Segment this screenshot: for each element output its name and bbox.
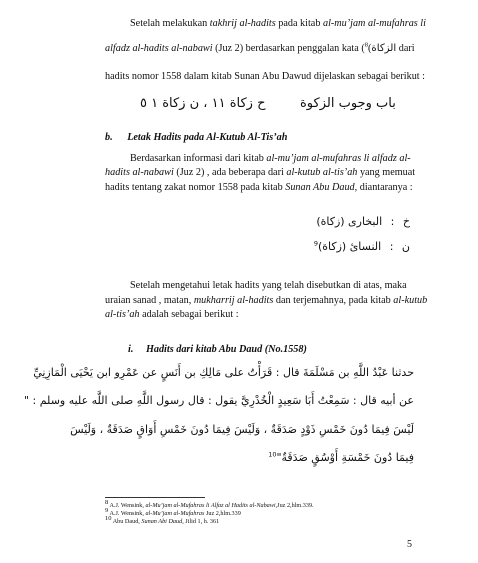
text: (Juz 2) , ada beberapa dari (173, 167, 287, 178)
hadith-line-3: لَيْسَ فِيمَا دُونَ خَمْسِ ذَوْدٍ صَدَقَةٌ ، وَلَيْسَ فِيمَا دُونَ خَمْسِ أَوَاقٍ صَدَقَةٌ ، وَلَيْسَ (70, 423, 414, 436)
text: uraian sanad , matan, (105, 295, 194, 306)
subsection-title: Hadits dari kitab Abu Daud (No.1558) (145, 344, 307, 355)
book-title: al-tis’ah (105, 309, 140, 320)
footnote-ref: 10 (268, 450, 277, 459)
source-code: خ (402, 215, 410, 228)
term: al-kutub al-tis’ah (286, 167, 358, 178)
text: Juz 2,hlm.339. (277, 502, 314, 509)
book-title: Sunan Abi Daud, (141, 518, 184, 525)
book-title: Sunan Abu Daud (285, 182, 355, 193)
term: mukharrij al-hadits (193, 295, 274, 306)
para3-line3 (105, 308, 239, 321)
text: ) (367, 43, 372, 54)
book-title: al-Mu’jam al-Mufahras li Alfaz al Hadits al-Nabawi, (145, 502, 278, 509)
text: Setelah melakukan (130, 18, 210, 29)
footnote-8 (105, 498, 314, 510)
para2-line1 (130, 152, 411, 165)
separator: : (389, 240, 394, 253)
footnote-number: 8 (105, 498, 109, 506)
book-title: hadits al-nabawi (105, 167, 174, 178)
para2-line3 (105, 181, 413, 194)
footnote-10 (105, 514, 220, 526)
text: Jilid 1, h. 361 (183, 518, 220, 525)
text: dan terjemahnya, pada kitab (273, 295, 394, 306)
para3-line1: Setelah mengetahui letak hadits yang telah disebutkan di atas, maka (130, 280, 407, 291)
arabic-ref-bab: باب وجوب الزكوة (300, 96, 396, 111)
section-title: Letak Hadits pada Al-Kutub Al-Tis’ah (127, 132, 288, 143)
section-b-heading (105, 131, 287, 144)
book-title: al-mu’jam al-mufahras li (322, 18, 426, 29)
text: adalah sebagai berikut : (139, 309, 239, 320)
separator: : (390, 215, 395, 228)
footnote-number: 9 (105, 506, 109, 514)
arabic-keyword: الزكاة (371, 43, 397, 54)
footnote-number: 10 (105, 514, 112, 522)
source-name: البخارى (زكاة) (316, 215, 383, 228)
para2-line2 (105, 166, 415, 179)
hadith-text: فِيمَا دُونَ خَمْسَةِ أَوْسُقٍ صَدَقَةٌ" (276, 451, 414, 464)
arabic-ref-codes: ح زكاة ١١ ، ن زكاة ١ ٥ (140, 96, 266, 111)
book-title: al-mu’jam al-mufahras li alfadz al- (266, 153, 411, 164)
text: yang memuat (357, 167, 416, 178)
para1-line1 (130, 17, 426, 30)
section-label: b. (105, 132, 113, 143)
book-title: alfadz al-hadits al-nabawi (105, 43, 213, 54)
hadith-line-4 (98, 451, 414, 464)
footnote-ref: 8 (364, 41, 368, 49)
text: , diantaranya : (354, 182, 413, 193)
source-name: النسائ (زكاة) (317, 240, 382, 253)
para3-line2 (105, 294, 427, 307)
hadith-line-1: حدثنا عَبْدُ اللَّهِ بن مَسْلَمَةَ قال : قَرَأْتُ على مَالِكِ بن أَنَسٍ عن عَمْرِو ابن يَحْيَى الْمَازِنِيِّ (33, 366, 414, 379)
para1-line3: hadits nomor 1558 dalam kitab Sunan Abu Dawud dijelaskan sebagai berikut : (105, 71, 425, 82)
text: dari (396, 43, 415, 54)
source-item-nasai (300, 240, 410, 253)
book-title: al-Mu’jam al-Mufahras (145, 510, 205, 517)
text: A.J. Wensink, (108, 502, 146, 509)
para1-line2 (105, 42, 415, 55)
text: Berdasarkan informasi dari kitab (130, 153, 267, 164)
subsection-label: i. (128, 344, 134, 355)
text: Abu Daud, (111, 518, 142, 525)
hadith-line-2: عن أبيه قال : سَمِعْتُ أَبَا سَعِيدٍ الْخُدْرِيَّ يقول : قال رسول اللَّهِ صلى اللَّه عليه وسلم : " (23, 394, 414, 407)
page-number: 5 (407, 539, 412, 550)
text: A.J. Wensink, (108, 510, 146, 517)
source-item-bukhari (300, 215, 410, 228)
term-takhrij: takhrij al-hadits (209, 18, 276, 29)
footnote-divider (105, 497, 205, 498)
source-code: ن (401, 240, 410, 253)
subsection-i-heading (128, 343, 307, 356)
text: Juz 2,hlm.339 (204, 510, 241, 517)
text: hadits tentang zakat nomor 1558 pada kitab (105, 182, 286, 193)
book-title: al-kutub (393, 295, 428, 306)
footnote-ref: 9 (313, 239, 318, 248)
text: (Juz 2) berdasarkan penggalan kata ( (212, 43, 365, 54)
text: pada kitab (275, 18, 323, 29)
footnote-9 (105, 506, 241, 518)
